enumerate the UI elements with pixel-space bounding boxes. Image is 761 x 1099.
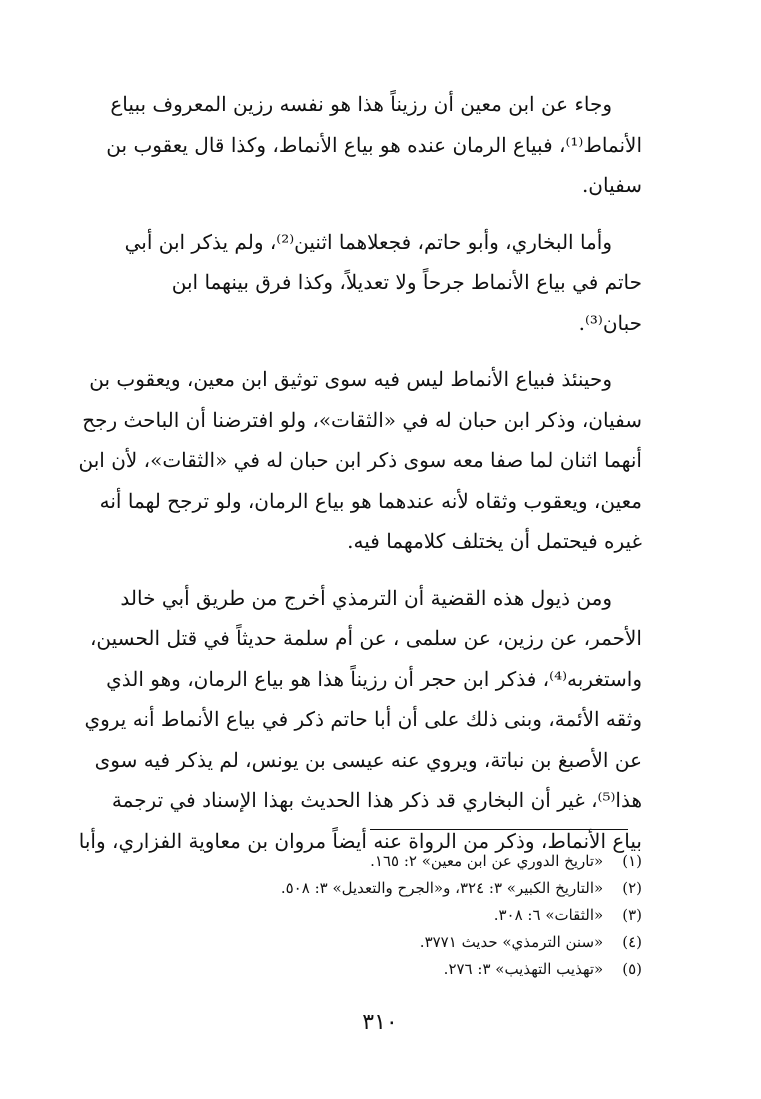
- text-line: بياع الأنماط، وذكر من الرواة عنه أيضاً مروان بن معاوية الفزاري، وأبا: [78, 828, 642, 853]
- footnote-item: [120, 875, 642, 902]
- text-line: وحينئذ فبياع الأنماط ليس فيه سوى توثيق ابن معين، ويعقوب بن: [89, 367, 612, 391]
- page-number: ٣١٠: [362, 1010, 398, 1035]
- text-line: أنهما اثنان لما صفا معه سوى ذكر ابن حبان له في «الثقات»، لأن ابن: [78, 448, 642, 472]
- footnote-number: (١): [622, 852, 642, 870]
- footnote-item: [120, 848, 642, 875]
- text-line: سفيان، وذكر ابن حبان له في «الثقات»، ولو افترضنا أن الباحث رجح: [82, 407, 642, 432]
- footnote-number: (٢): [622, 879, 642, 897]
- main-text: [64, 84, 642, 877]
- text-line: هذا⁽⁵⁾، غير أن البخاري قد ذكر هذا الحديث بهذا الإسناد في ترجمة: [111, 788, 642, 812]
- text-line: ومن ذيول هذه القضية أن الترمذي أخرج من طريق أبي خالد: [120, 585, 612, 610]
- text-line: حبان⁽³⁾.: [578, 310, 642, 335]
- text-line: معين، ويعقوب وثقاه لأنه عندهما هو بياع الرمان، ولو ترجح لهما أنه: [99, 488, 642, 513]
- text-line: وجاء عن ابن معين أن رزيناً هذا هو نفسه رزين المعروف ببياع: [110, 92, 612, 116]
- footnotes: [120, 848, 642, 983]
- text-line: عن الأصبغ بن نباتة، ويروي عنه عيسى بن يونس، لم يذكر فيه سوى: [94, 747, 642, 772]
- footnote-text: «التاريخ الكبير» ٣: ٣٢٤، و«الجرح والتعديل» ٣: ٥٠٨.: [280, 879, 604, 897]
- text-line: الأحمر، عن رزين، عن سلمى ، عن أم سلمة حديثاً في قتل الحسين،: [89, 626, 642, 650]
- footnote-item: [120, 956, 642, 983]
- footnote-text: «الثقات» ٦: ٣٠٨.: [493, 906, 604, 924]
- footnote-text: «تهذيب التهذيب» ٣: ٢٧٦.: [443, 960, 604, 978]
- text-line: الأنماط⁽¹⁾، فبياع الرمان عنده هو بياع الأنماط، وكذا قال يعقوب بن: [106, 132, 642, 157]
- footnote-text: «سنن الترمذي» حديث ٣٧٧١.: [419, 933, 604, 951]
- footnote-text: «تاريخ الدوري عن ابن معين» ٢: ١٦٥.: [370, 852, 604, 870]
- footnote-number: (٤): [622, 933, 642, 951]
- footnote-item: [120, 902, 642, 929]
- paragraph-4: [64, 578, 642, 862]
- text-line: وأما البخاري، وأبو حاتم، فجعلاهما اثنين⁽²⁾، ولم يذكر ابن أبي: [124, 229, 612, 254]
- paragraph-3: [64, 359, 642, 562]
- text-line: سفيان.: [581, 173, 642, 197]
- footnote-number: (٣): [622, 906, 642, 924]
- text-line: حاتم في بياع الأنماط جرحاً ولا تعديلاً، وكذا فرق بينهما ابن: [171, 270, 642, 294]
- text-line: واستغربه⁽⁴⁾، فذكر ابن حجر أن رزيناً هذا هو بياع الرمان، وهو الذي: [106, 666, 642, 691]
- paragraph-2: [64, 222, 642, 344]
- footnote-item: [120, 929, 642, 956]
- text-line: غيره فيحتمل أن يختلف كلامهما فيه.: [347, 529, 642, 553]
- footnote-separator: [370, 829, 628, 830]
- text-line: وثقه الأئمة، وبنى ذلك على أن أبا حاتم ذكر في بياع الأنماط أنه يروي: [84, 707, 642, 731]
- footnote-number: (٥): [622, 960, 642, 978]
- paragraph-1: [64, 84, 642, 206]
